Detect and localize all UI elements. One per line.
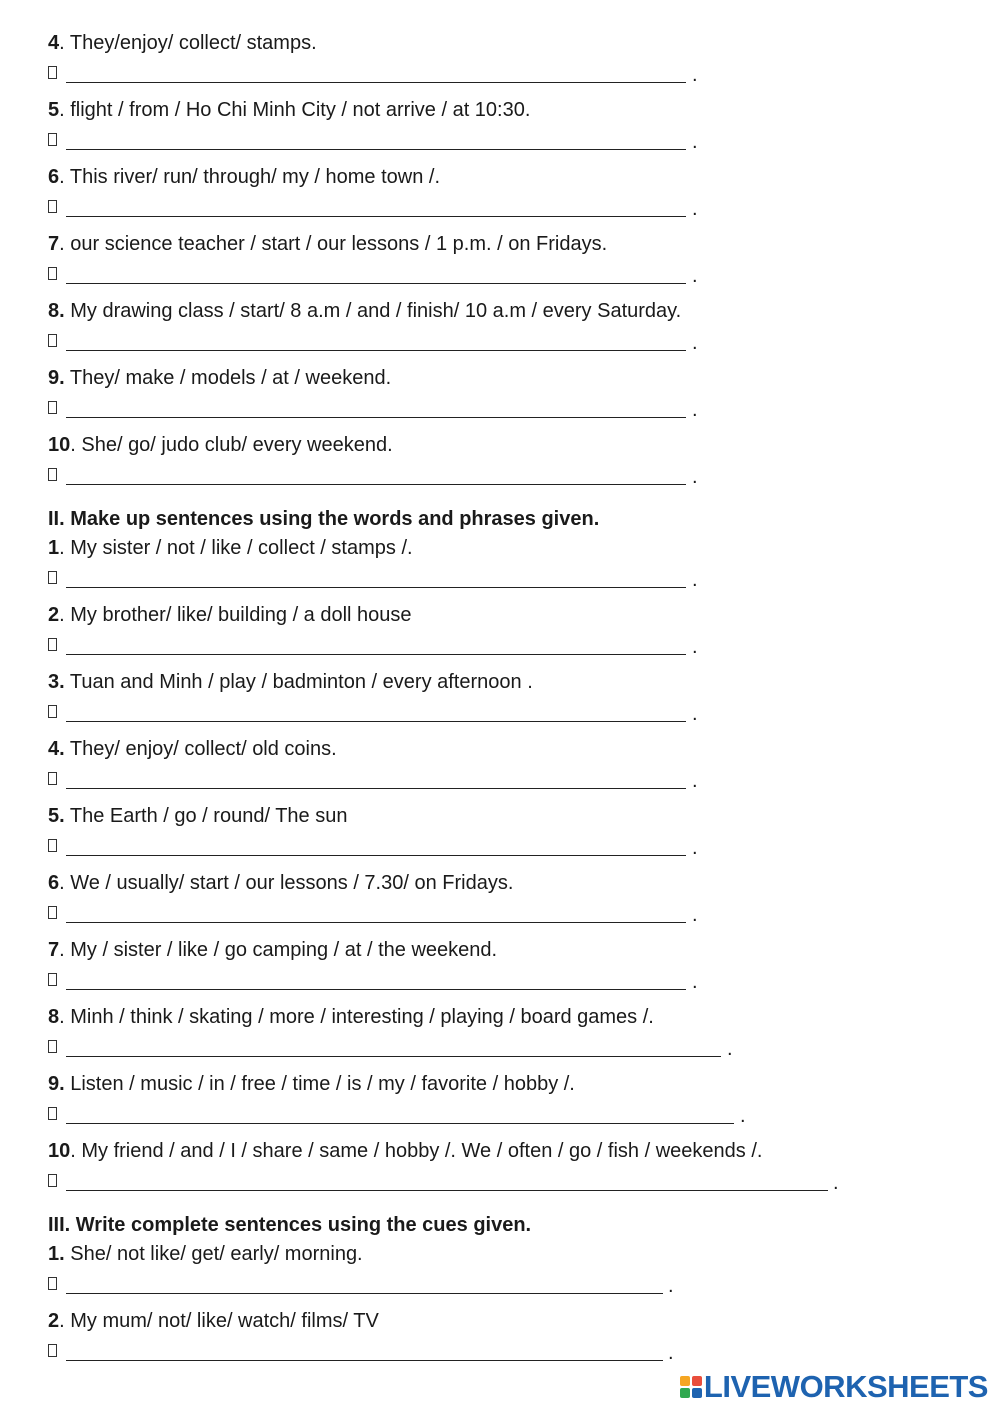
question-1-6: 6. This river/ run/ through/ my / home town /. [48, 166, 441, 188]
arrow-icon [48, 200, 57, 213]
answer-line-1-8[interactable]: . [48, 324, 948, 365]
answer-line-2-4[interactable]: . [48, 762, 948, 803]
arrow-icon [48, 267, 57, 280]
arrow-icon [48, 1174, 57, 1187]
arrow-icon [48, 468, 57, 481]
answer-line-2-6[interactable]: . [48, 896, 948, 937]
answer-line-1-7[interactable]: . [48, 257, 948, 298]
logo-text: LIVEWORKSHEETS [703, 1369, 988, 1404]
arrow-icon [48, 1344, 57, 1357]
answer-line-1-9[interactable]: . [48, 391, 948, 432]
question-1-9: 9. They/ make / models / at / weekend. [48, 367, 392, 389]
arrow-icon [48, 772, 57, 785]
question-2-3: 3. Tuan and Minh / play / badminton / every afternoon . [48, 671, 533, 693]
answer-line-1-4[interactable]: . [48, 56, 948, 97]
arrow-icon [48, 66, 57, 79]
section-3-heading: III. Write complete sentences using the cues given. [48, 1214, 532, 1236]
answer-line-2-3[interactable]: . [48, 695, 948, 736]
answer-line-2-8[interactable]: . [48, 1030, 948, 1071]
arrow-icon [48, 705, 57, 718]
arrow-icon [48, 906, 57, 919]
answer-line-2-1[interactable]: . [48, 561, 948, 602]
answer-line-1-5[interactable]: . [48, 123, 948, 164]
logo-square-1 [680, 1376, 690, 1386]
arrow-icon [48, 571, 57, 584]
arrow-icon [48, 1107, 57, 1120]
answer-line-2-2[interactable]: . [48, 628, 948, 669]
section-2-heading: II. Make up sentences using the words and phrases given. [48, 508, 600, 530]
section-1-list [48, 30, 948, 499]
answer-line-3-2[interactable]: . [48, 1334, 948, 1375]
answer-line-2-10[interactable]: . [48, 1164, 948, 1205]
logo-square-2 [692, 1376, 702, 1386]
question-2-9: 9. Listen / music / in / free / time / is / my / favorite / hobby /. [48, 1073, 575, 1095]
logo-square-3 [680, 1388, 690, 1398]
question-2-4: 4. They/ enjoy/ collect/ old coins. [48, 738, 337, 760]
section-3-list [48, 1241, 948, 1375]
logo-square-4 [692, 1388, 702, 1398]
answer-line-1-6[interactable]: . [48, 190, 948, 231]
arrow-icon [48, 973, 57, 986]
question-2-7: 7. My / sister / like / go camping / at / the weekend. [48, 939, 498, 961]
question-1-5: 5. flight / from / Ho Chi Minh City / not arrive / at 10:30. [48, 99, 531, 121]
arrow-icon [48, 839, 57, 852]
answer-line-2-9[interactable]: . [48, 1097, 948, 1138]
question-3-1: 1. She/ not like/ get/ early/ morning. [48, 1243, 363, 1265]
arrow-icon [48, 1040, 57, 1053]
question-2-1: 1. My sister / not / like / collect / stamps /. [48, 537, 413, 559]
question-2-5: 5. The Earth / go / round/ The sun [48, 805, 348, 827]
answer-line-2-5[interactable]: . [48, 829, 948, 870]
worksheet [48, 30, 948, 1375]
liveworksheets-logo [680, 1369, 988, 1405]
question-1-10: 10. She/ go/ judo club/ every weekend. [48, 434, 393, 456]
arrow-icon [48, 334, 57, 347]
arrow-icon [48, 638, 57, 651]
question-2-2: 2. My brother/ like/ building / a doll house [48, 604, 412, 626]
question-2-10: 10. My friend / and / I / share / same / hobby /. We / often / go / fish / weekends /. [48, 1140, 763, 1162]
question-2-6: 6. We / usually/ start / our lessons / 7.30/ on Fridays. [48, 872, 514, 894]
answer-line-3-1[interactable]: . [48, 1267, 948, 1308]
arrow-icon [48, 133, 57, 146]
arrow-icon [48, 1277, 57, 1290]
liveworksheets-logo-icon [680, 1376, 702, 1398]
section-2-list [48, 535, 948, 1205]
question-3-2: 2. My mum/ not/ like/ watch/ films/ TV [48, 1310, 379, 1332]
answer-line-2-7[interactable]: . [48, 963, 948, 1004]
question-1-8: 8. My drawing class / start/ 8 a.m / and / finish/ 10 a.m / every Saturday. [48, 300, 682, 322]
question-2-8: 8. Minh / think / skating / more / interesting / playing / board games /. [48, 1006, 654, 1028]
arrow-icon [48, 401, 57, 414]
question-1-7: 7. our science teacher / start / our lessons / 1 p.m. / on Fridays. [48, 233, 608, 255]
answer-line-1-10[interactable]: . [48, 458, 948, 499]
question-1-4: 4. They/enjoy/ collect/ stamps. [48, 32, 317, 54]
